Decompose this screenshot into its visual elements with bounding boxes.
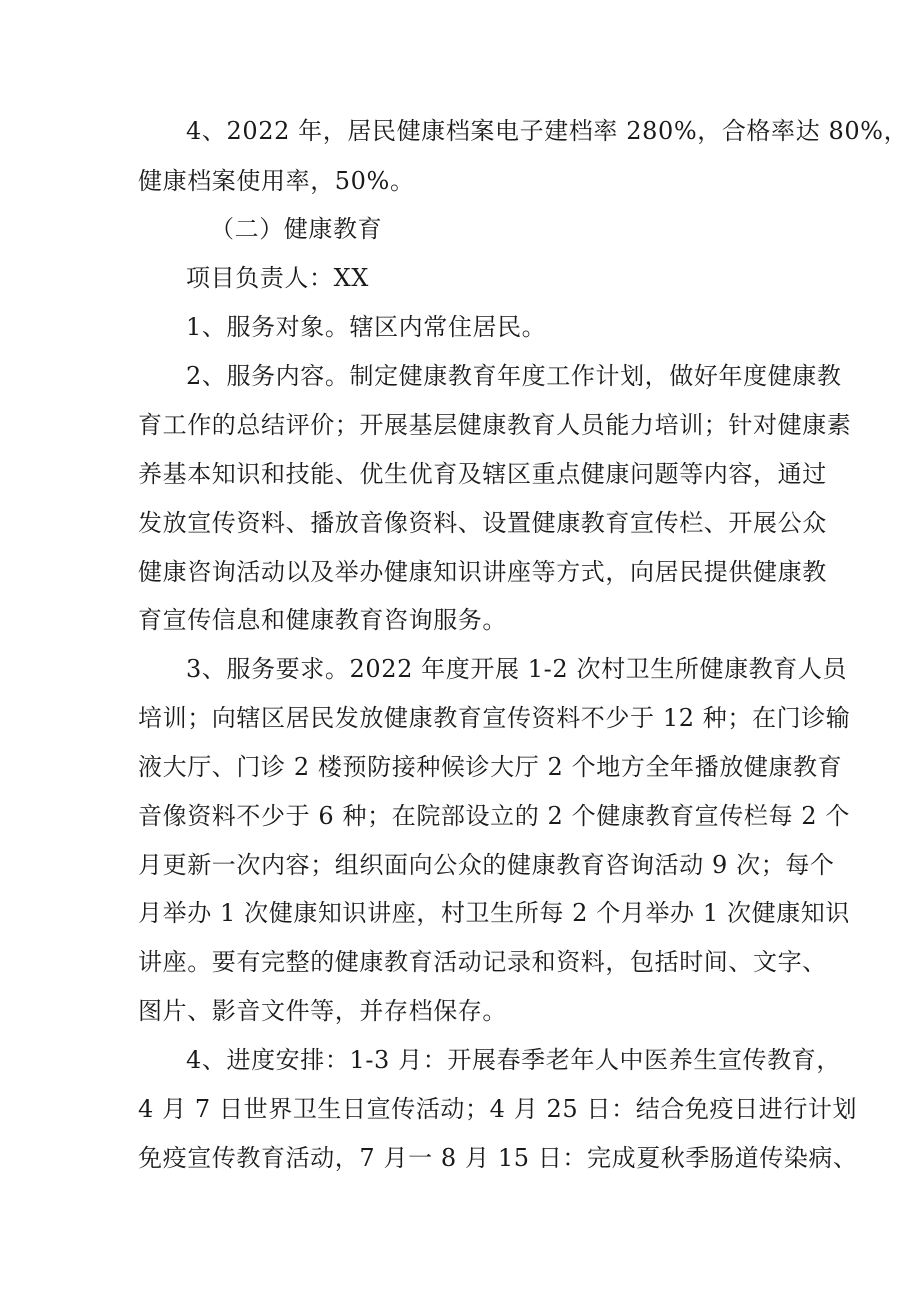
paragraph-line: 培训；向辖区居民发放健康教育宣传资料不少于 12 种；在门诊输 [138,704,851,732]
paragraph-line: 3、服务要求。2022 年度开展 1-2 次村卫生所健康教育人员 [186,655,848,683]
paragraph-line: 月举办 1 次健康知识讲座，村卫生所每 2 个月举办 1 次健康知识 [138,899,850,927]
paragraph-line: 4 月 7 日世界卫生日宣传活动；4 月 25 日：结合免疫日进行计划 [138,1095,858,1123]
paragraph-line: 健康档案使用率，50%。 [138,167,415,195]
paragraph-line: 发放宣传资料、播放音像资料、设置健康教育宣传栏、开展公众 [138,509,827,537]
paragraph-line: 育工作的总结评价；开展基层健康教育人员能力培训；针对健康素 [138,411,852,439]
paragraph-line: 讲座。要有完整的健康教育活动记录和资料，包括时间、文字、 [138,948,827,976]
paragraph-line: 音像资料不少于 6 种；在院部设立的 2 个健康教育宣传栏每 2 个 [138,802,850,830]
project-lead-line: 项目负责人：XX [186,264,369,292]
paragraph-line: 养基本知识和技能、优生优育及辖区重点健康问题等内容，通过 [138,460,827,488]
section-heading: （二）健康教育 [210,215,383,243]
paragraph-line: 2、服务内容。制定健康教育年度工作计划，做好年度健康教 [186,362,842,390]
paragraph-line: 月更新一次内容；组织面向公众的健康教育咨询活动 9 次；每个 [138,851,835,879]
paragraph-line: 健康咨询活动以及举办健康知识讲座等方式，向居民提供健康教 [138,558,827,586]
paragraph-line: 育宣传信息和健康教育咨询服务。 [138,606,507,634]
paragraph-line: 免疫宣传教育活动，7 月一 8 月 15 日：完成夏秋季肠道传染病、 [138,1144,858,1172]
paragraph-line: 图片、影音文件等，并存档保存。 [138,997,507,1025]
paragraph-line: 液大厅、门诊 2 楼预防接种候诊大厅 2 个地方全年播放健康教育 [138,753,843,781]
paragraph-line: 1、服务对象。辖区内常住居民。 [186,313,547,341]
paragraph-line: 4、2022 年，居民健康档案电子建档率 280%，合格率达 80%， [186,117,909,145]
paragraph-line: 4、进度安排：1-3 月：开展春季老年人中医养生宣传教育， [186,1046,841,1074]
